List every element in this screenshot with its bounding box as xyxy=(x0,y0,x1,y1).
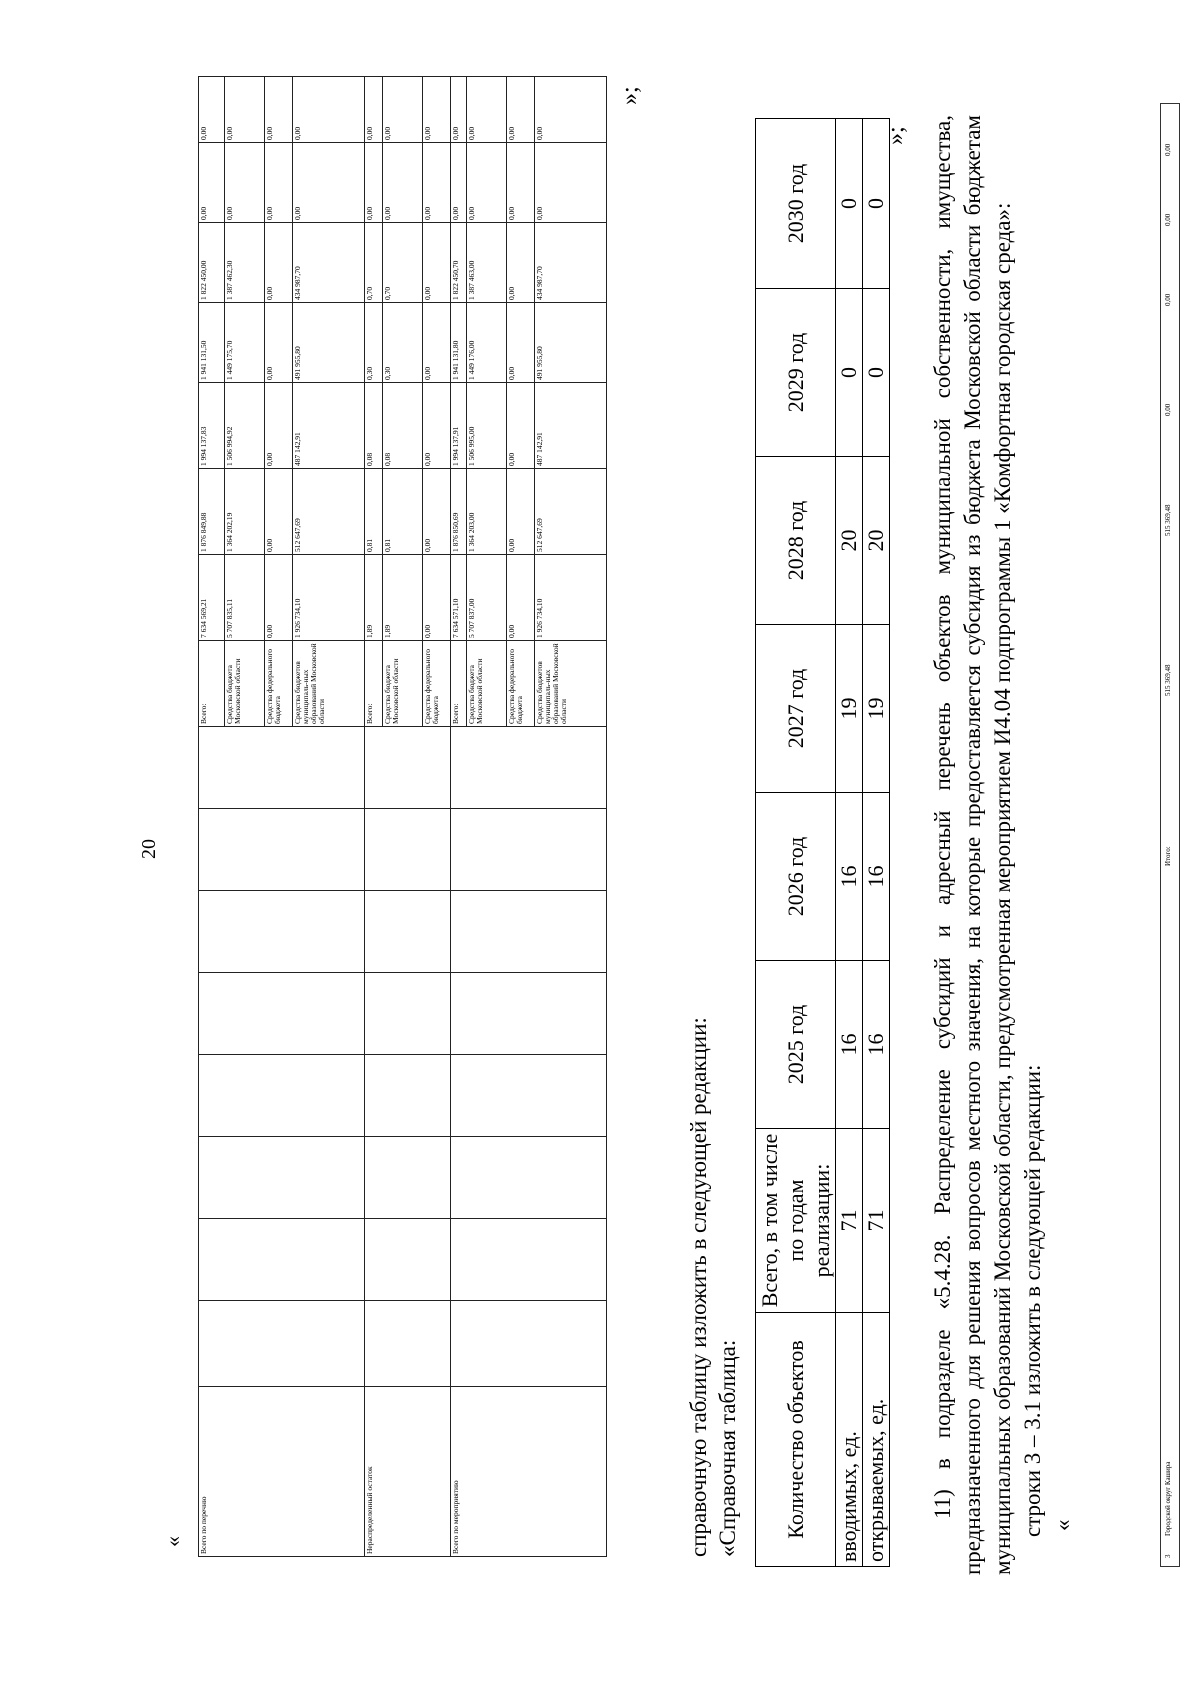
fin-source-cell: Средства федерального бюджета xyxy=(507,641,535,727)
ref-cell: 0 xyxy=(863,119,890,289)
fin-value-cell: 0,00 xyxy=(293,77,365,143)
ref-row-label: вводимых, ед. xyxy=(836,1313,863,1567)
fin-value-cell: 0,81 xyxy=(365,469,383,555)
fin-empty-cell xyxy=(451,973,607,1055)
fin-empty-cell xyxy=(199,1219,365,1301)
intro-line-2: «Справочная таблица: xyxy=(715,1339,740,1557)
fin-source-cell: Средства бюджета Московской области xyxy=(383,641,423,727)
fin-value-cell: 1 387 463,00 xyxy=(467,223,507,303)
fin-value-cell: 0,00 xyxy=(451,77,467,143)
fin-empty-cell xyxy=(365,1301,451,1387)
fin-source-cell: Средства федерального бюджета xyxy=(423,641,451,727)
fin-value-cell: 0,00 xyxy=(265,223,293,303)
bottom-open-quote: « xyxy=(1050,1519,1075,1531)
sliver-name: Городской округ Кашира xyxy=(1164,1461,1172,1536)
fin-value-cell: 5 707 835,11 xyxy=(225,555,265,641)
fin-value-cell: 434 987,70 xyxy=(535,223,607,303)
reference-table-header xyxy=(756,119,836,1567)
fin-value-cell: 0,00 xyxy=(451,143,467,223)
fin-empty-cell xyxy=(199,1301,365,1387)
fin-empty-cell xyxy=(365,727,451,809)
fin-value-cell: 0,00 xyxy=(467,143,507,223)
ref-header-2026: 2026 год xyxy=(756,793,836,961)
close-quote-1: »; xyxy=(617,86,643,105)
fin-value-cell: 0,81 xyxy=(383,469,423,555)
fin-value-cell: 1 364 203,00 xyxy=(467,469,507,555)
fin-empty-cell xyxy=(451,1219,607,1301)
fin-value-cell: 0,00 xyxy=(225,143,265,223)
fin-group-label: Нераспределенный остаток xyxy=(365,1387,451,1557)
fin-value-cell: 0,00 xyxy=(365,77,383,143)
fin-source-cell: Средства бюджетов муниципаль-ных образований Московской области xyxy=(535,641,607,727)
fin-value-cell: 0,00 xyxy=(507,223,535,303)
ref-header-2028: 2028 год xyxy=(756,457,836,625)
table-row xyxy=(199,77,225,1557)
fin-value-cell: 0,00 xyxy=(507,143,535,223)
ref-cell: 71 xyxy=(863,1129,890,1313)
fin-value-cell: 0,00 xyxy=(507,469,535,555)
fin-value-cell: 1 994 137,83 xyxy=(199,383,225,469)
fin-value-cell: 1 822 450,00 xyxy=(199,223,225,303)
paragraph-11-text: 11) в подразделе «5.4.28. Распределение субсидий и адресный перечень объектов муниципальной собственности, имущества, предназначенного для решения вопросов местного значения, на которые предоставляется субсидия из бюджета Московской области бюджетам муниципальных образований Московской области, предусмотренная мероприятием И4.04 подпрограммы 1 «Комфортная городская среда»: xyxy=(930,115,1015,1575)
fin-source-cell: Всего: xyxy=(365,641,383,727)
fin-value-cell: 0,00 xyxy=(383,77,423,143)
sliver-num: 3 xyxy=(1164,1554,1172,1558)
fin-empty-cell xyxy=(199,1137,365,1219)
ref-cell: 20 xyxy=(863,457,890,625)
sliver-v3: 0,00 xyxy=(1164,403,1172,416)
fin-source-cell: Средства бюджета Московской области xyxy=(467,641,507,727)
fin-value-cell: 5 707 837,00 xyxy=(467,555,507,641)
fin-value-cell: 0,00 xyxy=(265,77,293,143)
fin-group-label: Всего по мероприятию xyxy=(451,1387,607,1557)
fin-value-cell: 487 142,91 xyxy=(293,383,365,469)
ref-header-2027: 2027 год xyxy=(756,625,836,793)
fin-empty-cell xyxy=(451,1301,607,1387)
fin-empty-cell xyxy=(451,809,607,891)
fin-value-cell: 0,08 xyxy=(365,383,383,469)
fin-empty-cell xyxy=(365,973,451,1055)
fin-empty-cell xyxy=(199,973,365,1055)
fin-value-cell: 0,00 xyxy=(535,143,607,223)
ref-header-count: Количество объектов xyxy=(756,1313,836,1567)
fin-empty-cell xyxy=(199,1055,365,1137)
ref-cell: 0 xyxy=(836,119,863,289)
sliver-itogo: Итого: xyxy=(1164,846,1172,866)
table-row xyxy=(451,77,467,1557)
fin-value-cell: 0,30 xyxy=(383,303,423,383)
ref-cell: 16 xyxy=(863,961,890,1129)
fin-value-cell: 0,00 xyxy=(423,223,451,303)
table-row xyxy=(365,77,383,1557)
fin-source-cell: Всего: xyxy=(451,641,467,727)
ref-cell: 19 xyxy=(836,625,863,793)
fin-value-cell: 0,00 xyxy=(423,303,451,383)
reference-table xyxy=(755,118,890,1567)
fin-value-cell: 1 506 994,92 xyxy=(225,383,265,469)
fin-empty-cell xyxy=(365,1219,451,1301)
open-quote-top: « xyxy=(160,1536,185,1547)
fin-value-cell: 0,70 xyxy=(365,223,383,303)
fin-value-cell: 0,00 xyxy=(265,383,293,469)
fin-empty-cell xyxy=(199,809,365,891)
sliver-v4: 0,00 xyxy=(1164,293,1172,306)
fin-source-cell: Всего: xyxy=(199,641,225,727)
ref-cell: 16 xyxy=(836,793,863,961)
ref-header-2029: 2029 год xyxy=(756,289,836,457)
fin-value-cell: 0,00 xyxy=(225,77,265,143)
fin-value-cell: 1 364 202,19 xyxy=(225,469,265,555)
fin-value-cell: 0,00 xyxy=(507,303,535,383)
next-table-row-fragment xyxy=(1160,103,1180,1567)
fin-value-cell: 1 876 849,88 xyxy=(199,469,225,555)
ref-header-2030: 2030 год xyxy=(756,119,836,289)
fin-value-cell: 1,89 xyxy=(383,555,423,641)
fin-empty-cell xyxy=(451,1137,607,1219)
fin-value-cell: 1,89 xyxy=(365,555,383,641)
financing-table-body xyxy=(199,77,607,1557)
fin-value-cell: 1 876 850,69 xyxy=(451,469,467,555)
fin-value-cell: 0,00 xyxy=(423,383,451,469)
ref-cell: 16 xyxy=(836,961,863,1129)
fin-empty-cell xyxy=(199,891,365,973)
ref-cell: 0 xyxy=(863,289,890,457)
paragraph-11-rows: строки 3 – 3.1 изложить в следующей редакции: xyxy=(1020,1064,1045,1537)
page-number: 20 xyxy=(138,839,160,859)
fin-value-cell: 0,00 xyxy=(467,77,507,143)
paragraph-11 xyxy=(928,115,1078,1575)
fin-empty-cell xyxy=(365,891,451,973)
fin-value-cell: 1 926 734,10 xyxy=(293,555,365,641)
fin-value-cell: 0,00 xyxy=(199,143,225,223)
fin-value-cell: 0,70 xyxy=(383,223,423,303)
fin-value-cell: 1 941 131,50 xyxy=(199,303,225,383)
ref-cell: 19 xyxy=(863,625,890,793)
fin-empty-cell xyxy=(451,891,607,973)
ref-cell: 20 xyxy=(836,457,863,625)
fin-value-cell: 1 506 995,00 xyxy=(467,383,507,469)
ref-row-label: открываемых, ед. xyxy=(863,1313,890,1567)
fin-source-cell: Средства федерального бюджета xyxy=(265,641,293,727)
fin-value-cell: 1 994 137,91 xyxy=(451,383,467,469)
ref-header-2025: 2025 год xyxy=(756,961,836,1129)
fin-value-cell: 0,00 xyxy=(423,77,451,143)
fin-value-cell: 0,00 xyxy=(383,143,423,223)
fin-value-cell: 1 387 462,30 xyxy=(225,223,265,303)
fin-value-cell: 0,00 xyxy=(293,143,365,223)
fin-value-cell: 0,00 xyxy=(265,143,293,223)
fin-value-cell: 434 987,70 xyxy=(293,223,365,303)
fin-group-label: Всего по перечню xyxy=(199,1387,365,1557)
ref-cell: 16 xyxy=(863,793,890,961)
sliver-v2: 515 369,48 xyxy=(1164,504,1172,536)
fin-value-cell: 512 647,69 xyxy=(535,469,607,555)
fin-empty-cell xyxy=(365,1137,451,1219)
fin-value-cell: 0,00 xyxy=(265,469,293,555)
sliver-v6: 0,00 xyxy=(1164,143,1172,156)
fin-source-cell: Средства бюджетов муниципаль-ных образований Московской области xyxy=(293,641,365,727)
fin-empty-cell xyxy=(365,809,451,891)
fin-value-cell: 0,00 xyxy=(507,555,535,641)
fin-value-cell: 0,00 xyxy=(365,143,383,223)
fin-value-cell: 7 634 569,21 xyxy=(199,555,225,641)
ref-header-total: Всего, в том числе по годам реализации: xyxy=(756,1129,836,1313)
fin-value-cell: 0,00 xyxy=(535,77,607,143)
fin-empty-cell xyxy=(451,1055,607,1137)
fin-value-cell: 487 142,91 xyxy=(535,383,607,469)
fin-value-cell: 0,00 xyxy=(423,555,451,641)
fin-value-cell: 0,30 xyxy=(365,303,383,383)
fin-value-cell: 1 449 175,70 xyxy=(225,303,265,383)
ref-cell: 0 xyxy=(836,289,863,457)
fin-value-cell: 0,00 xyxy=(423,469,451,555)
fin-empty-cell xyxy=(199,727,365,809)
intro-paragraph xyxy=(684,1017,742,1557)
fin-value-cell: 0,00 xyxy=(265,303,293,383)
fin-source-cell: Средства бюджета Московской области xyxy=(225,641,265,727)
fin-value-cell: 0,00 xyxy=(507,383,535,469)
fin-value-cell: 0,00 xyxy=(423,143,451,223)
fin-value-cell: 1 449 176,00 xyxy=(467,303,507,383)
table-row xyxy=(836,119,863,1567)
fin-value-cell: 0,00 xyxy=(507,77,535,143)
ref-cell: 71 xyxy=(836,1129,863,1313)
intro-line-1: справочную таблицу изложить в следующей редакции: xyxy=(686,1017,711,1557)
fin-value-cell: 7 634 571,10 xyxy=(451,555,467,641)
fin-value-cell: 1 941 131,80 xyxy=(451,303,467,383)
close-quote-2: »; xyxy=(883,126,909,145)
fin-empty-cell xyxy=(365,1055,451,1137)
fin-empty-cell xyxy=(451,727,607,809)
fin-value-cell: 491 955,80 xyxy=(293,303,365,383)
fin-value-cell: 512 647,69 xyxy=(293,469,365,555)
fin-value-cell: 491 955,80 xyxy=(535,303,607,383)
fin-value-cell: 1 926 734,10 xyxy=(535,555,607,641)
fin-value-cell: 1 822 450,70 xyxy=(451,223,467,303)
fin-value-cell: 0,08 xyxy=(383,383,423,469)
table-row xyxy=(863,119,890,1567)
fin-value-cell: 0,00 xyxy=(265,555,293,641)
sliver-v1: 515 369,48 xyxy=(1164,664,1172,696)
fin-value-cell: 0,00 xyxy=(199,77,225,143)
financing-table xyxy=(198,76,607,1557)
sliver-v5: 0,00 xyxy=(1164,213,1172,226)
